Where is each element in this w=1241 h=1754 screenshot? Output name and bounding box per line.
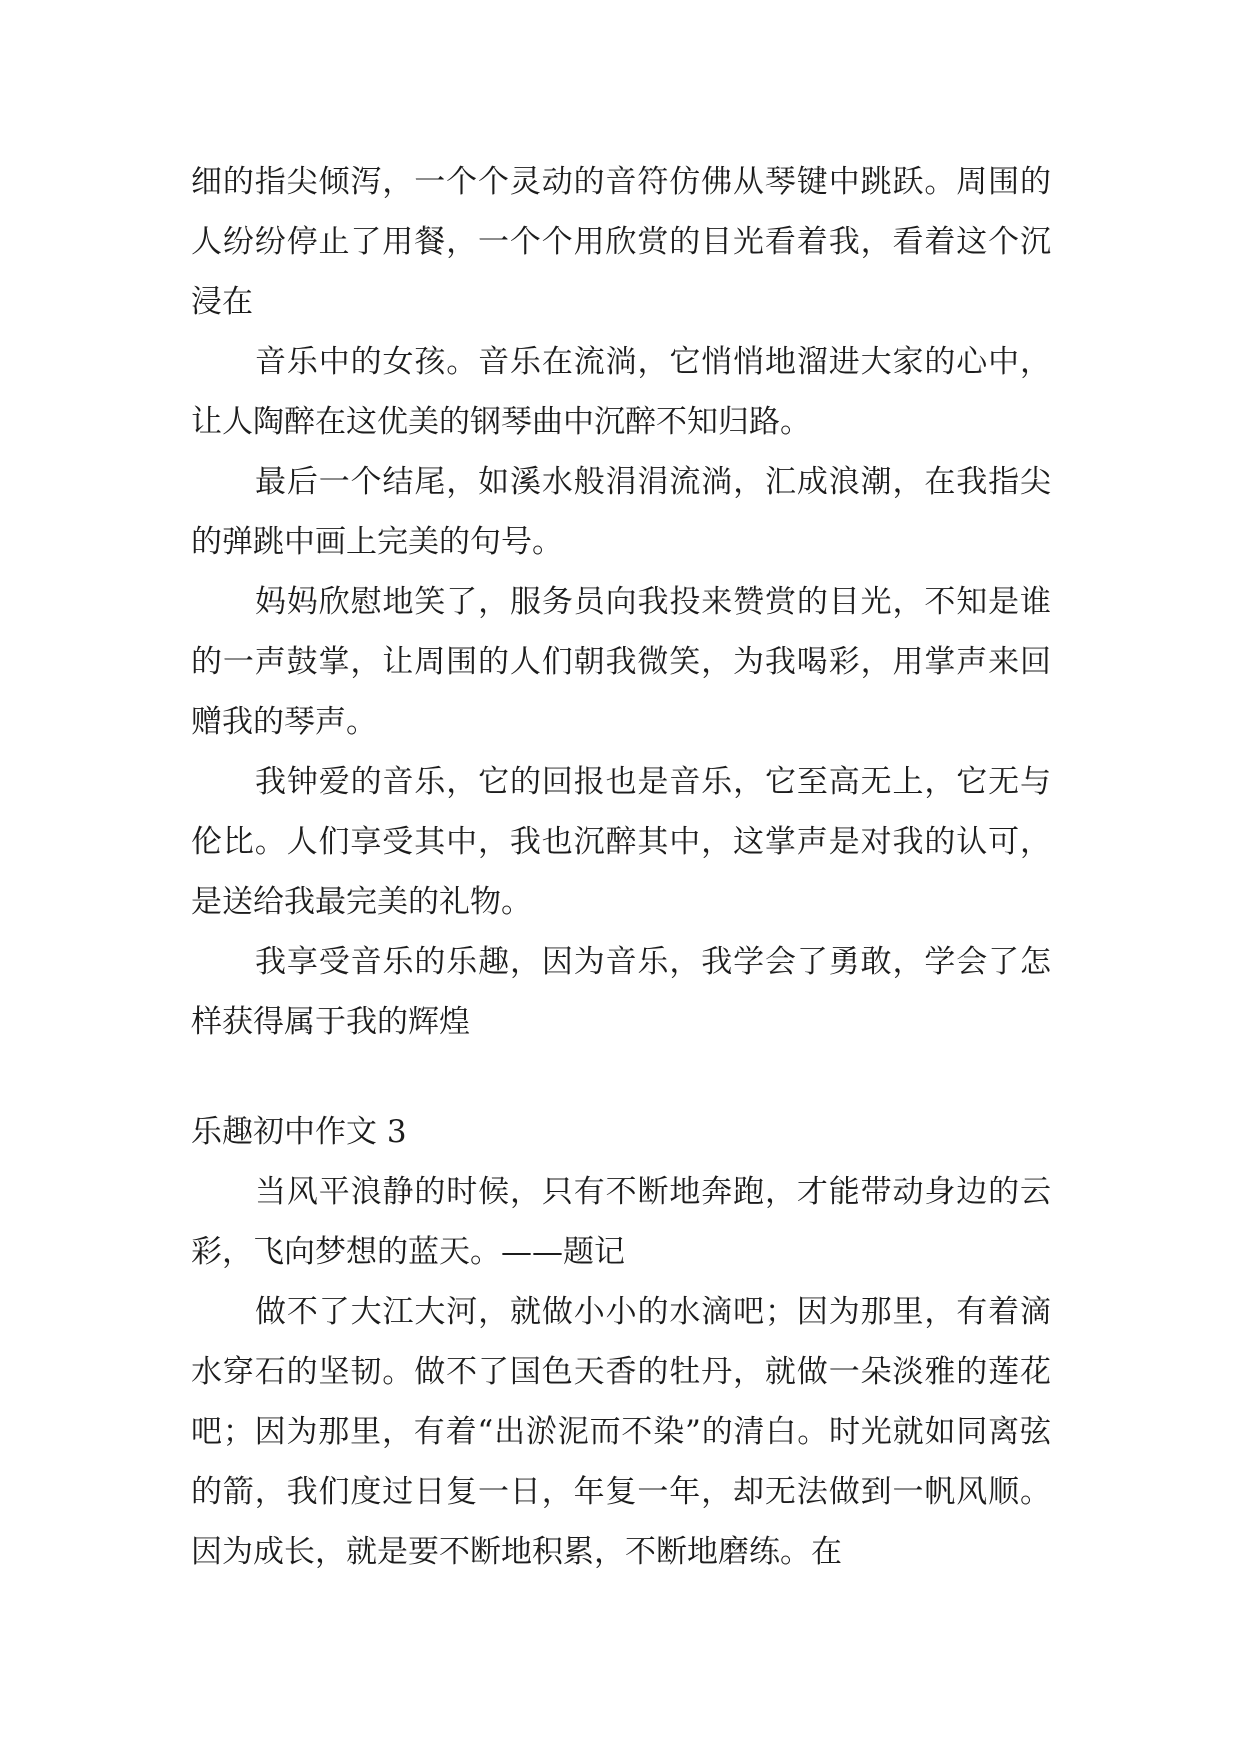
- paragraph-2: 音乐中的女孩。音乐在流淌，它悄悄地溜进大家的心中，让人陶醉在这优美的钢琴曲中沉醉不知归路。: [191, 344, 1051, 440]
- paragraph-7: 当风平浪静的时候，只有不断地奔跑，才能带动身边的云彩，飞向梦想的蓝天。——题记: [191, 1174, 1051, 1270]
- paragraph-1: 细的指尖倾泻，一个个灵动的音符仿佛从琴键中跳跃。周围的人纷纷停止了用餐，一个个用欣赏的目光看着我，看着这个沉浸在: [191, 164, 1051, 320]
- paragraph-4: 妈妈欣慰地笑了，服务员向我投来赞赏的目光，不知是谁的一声鼓掌，让周围的人们朝我微笑，为我喝彩，用掌声来回赠我的琴声。: [191, 584, 1051, 740]
- paragraph-3: 最后一个结尾，如溪水般涓涓流淌，汇成浪潮，在我指尖的弹跳中画上完美的句号。: [191, 464, 1051, 560]
- section-spacer: [191, 1052, 1051, 1102]
- section-title: 乐趣初中作文 3: [191, 1114, 407, 1150]
- paragraph-6: 我享受音乐的乐趣，因为音乐，我学会了勇敢，学会了怎样获得属于我的辉煌: [191, 944, 1051, 1040]
- paragraph-8: 做不了大江大河，就做小小的水滴吧；因为那里，有着滴水穿石的坚韧。做不了国色天香的牡丹，就做一朵淡雅的莲花吧；因为那里，有着“出淤泥而不染”的清白。时光就如同离弦的箭，我们度过日复一日，年复一年，却无法做到一帆风顺。因为成长，就是要不断地积累，不断地磨练。在: [191, 1294, 1051, 1570]
- document-body: [191, 152, 1051, 1582]
- paragraph-5: 我钟爱的音乐，它的回报也是音乐，它至高无上，它无与伦比。人们享受其中，我也沉醉其中，这掌声是对我的认可，是送给我最完美的礼物。: [191, 764, 1051, 920]
